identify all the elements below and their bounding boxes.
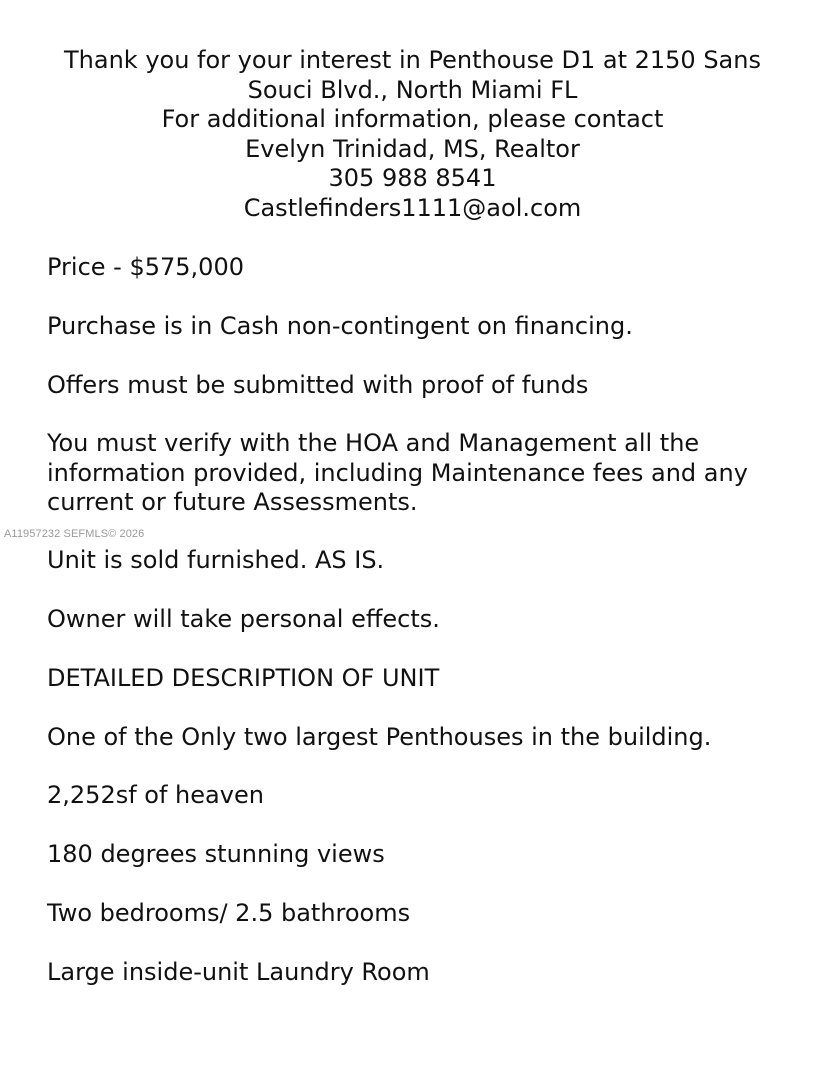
agent-name: Evelyn Trinidad, MS, Realtor — [245, 134, 580, 163]
paragraph-line: DETAILED DESCRIPTION OF UNIT — [47, 664, 440, 692]
furnished-paragraph — [47, 546, 787, 576]
paragraph-line: 180 degrees stunning views — [47, 840, 385, 868]
laundry-paragraph — [47, 958, 787, 988]
paragraph-line: Purchase is in Cash non-contingent on financing. — [47, 312, 633, 340]
personal-effects-paragraph — [47, 605, 787, 635]
agent-email: Castlefinders1111@aol.com — [243, 193, 582, 222]
contact-header — [0, 46, 825, 223]
price-paragraph — [47, 253, 787, 283]
paragraph-line: 2,252sf of heaven — [47, 781, 264, 809]
paragraph-line: Unit is sold furnished. AS IS. — [47, 546, 385, 574]
header-line: Thank you for your interest in Penthouse D1 at 2150 Sans — [64, 46, 761, 74]
mls-watermark: A11957232 SEFMLS© 2026 — [4, 528, 145, 540]
paragraph-line: current or future Assessments. — [47, 488, 418, 516]
largest-penthouse-paragraph — [47, 723, 787, 753]
header-line: Souci Blvd., North Miami FL — [247, 75, 578, 104]
bedrooms-paragraph — [47, 899, 787, 929]
square-footage-paragraph — [47, 781, 787, 811]
paragraph-line: Offers must be submitted with proof of funds — [47, 371, 589, 399]
paragraph-line: You must verify with the HOA and Management all the — [47, 429, 700, 457]
purchase-terms-paragraph — [47, 312, 787, 342]
paragraph-line: One of the Only two largest Penthouses in the building. — [47, 723, 712, 751]
header-line: For additional information, please contact — [161, 105, 664, 133]
agent-phone: 305 988 8541 — [328, 164, 497, 192]
section-heading — [47, 664, 787, 694]
hoa-verification-paragraph — [47, 429, 787, 518]
paragraph-line: Large inside-unit Laundry Room — [47, 958, 430, 986]
paragraph-line: information provided, including Maintenance fees and any — [47, 458, 748, 487]
offers-paragraph — [47, 371, 787, 401]
views-paragraph — [47, 840, 787, 870]
paragraph-line: Two bedrooms/ 2.5 bathrooms — [47, 899, 411, 927]
paragraph-line: Price - $575,000 — [47, 253, 244, 281]
paragraph-line: Owner will take personal effects. — [47, 605, 440, 633]
